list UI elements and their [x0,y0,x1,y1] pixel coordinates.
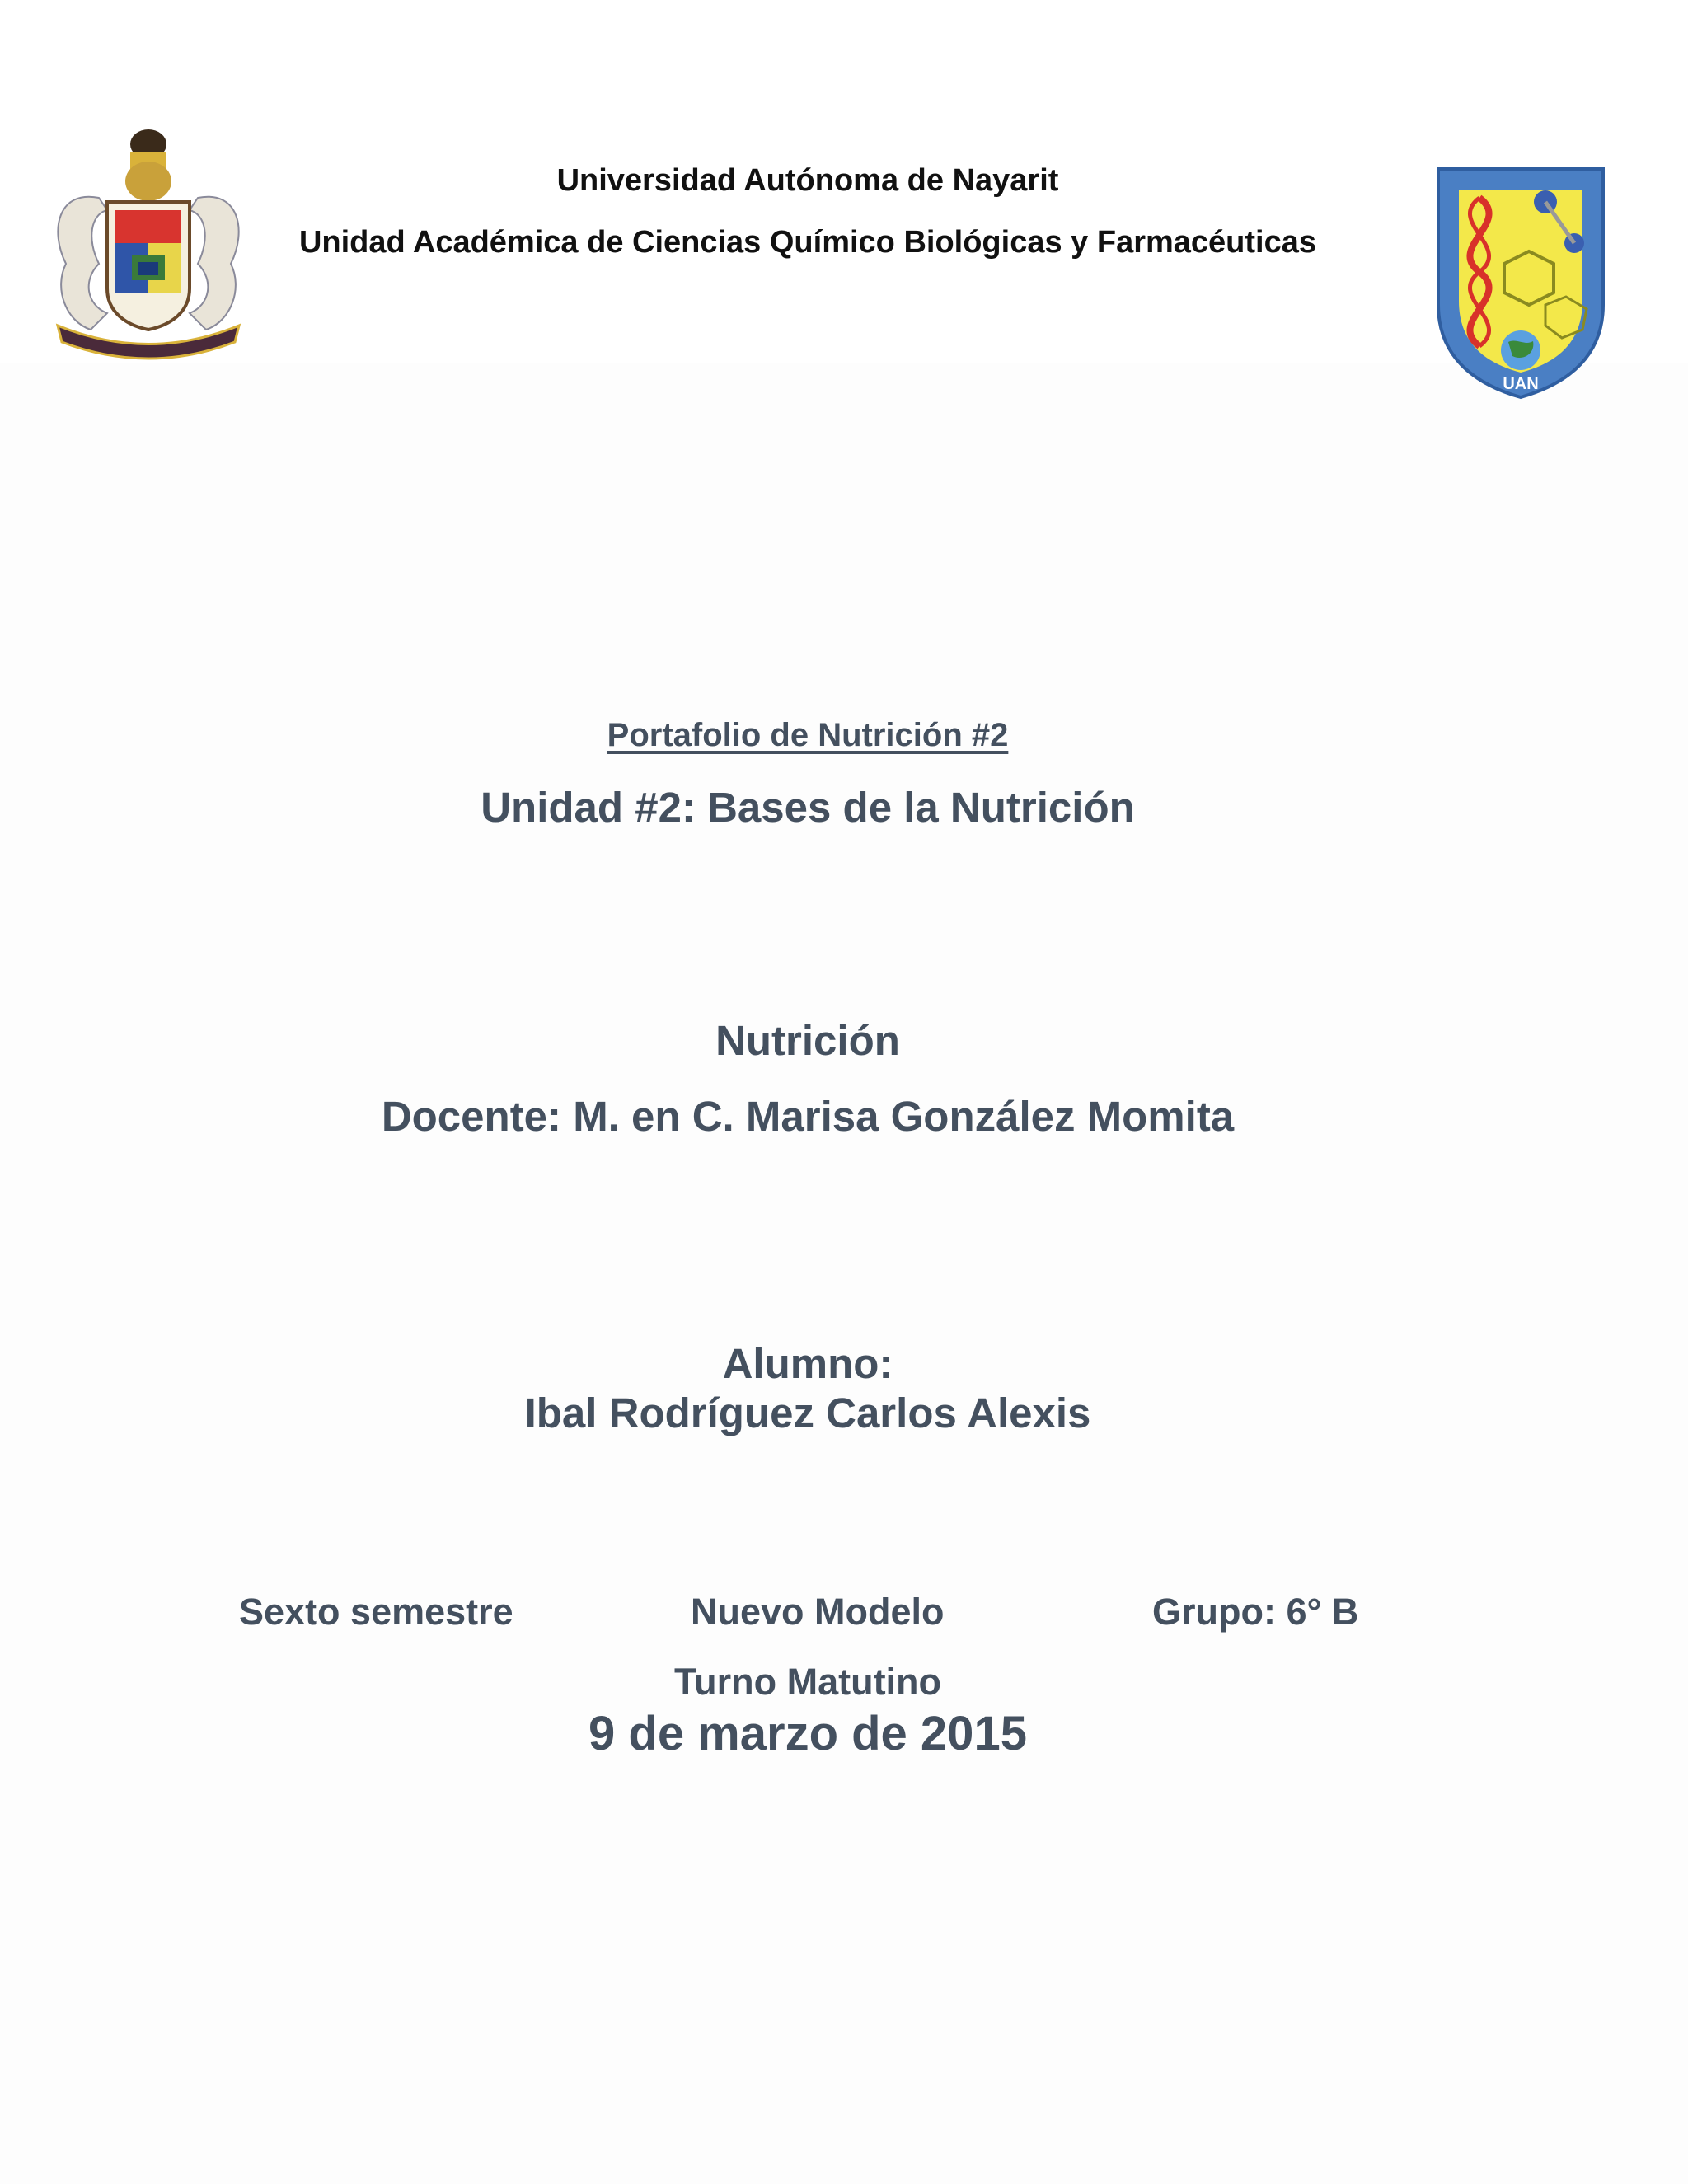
document-date: 9 de marzo de 2015 [588,1707,1027,1760]
group-label: Grupo: 6° B [1152,1591,1359,1633]
student-label: Alumno: [722,1340,893,1387]
unit-title: Unidad #2: Bases de la Nutrición [481,784,1135,831]
teacher-name: Docente: M. en C. Marisa González Momita [381,1093,1235,1140]
student-name: Ibal Rodríguez Carlos Alexis [524,1390,1091,1436]
faculty-shield-logo [1430,165,1611,404]
model-label: Nuevo Modelo [691,1591,945,1633]
shield-text: UAN [1503,375,1539,393]
shift-label: Turno Matutino [673,1661,942,1703]
university-name: Universidad Autónoma de Nayarit [556,163,1059,198]
course-name: Nutrición [715,1017,900,1064]
semester-label: Sexto semestre [239,1591,513,1633]
academic-unit-name: Unidad Académica de Ciencias Químico Biológicas y Farmacéuticas [298,225,1317,260]
portfolio-title: Portafolio de Nutrición #2 [607,717,1009,753]
